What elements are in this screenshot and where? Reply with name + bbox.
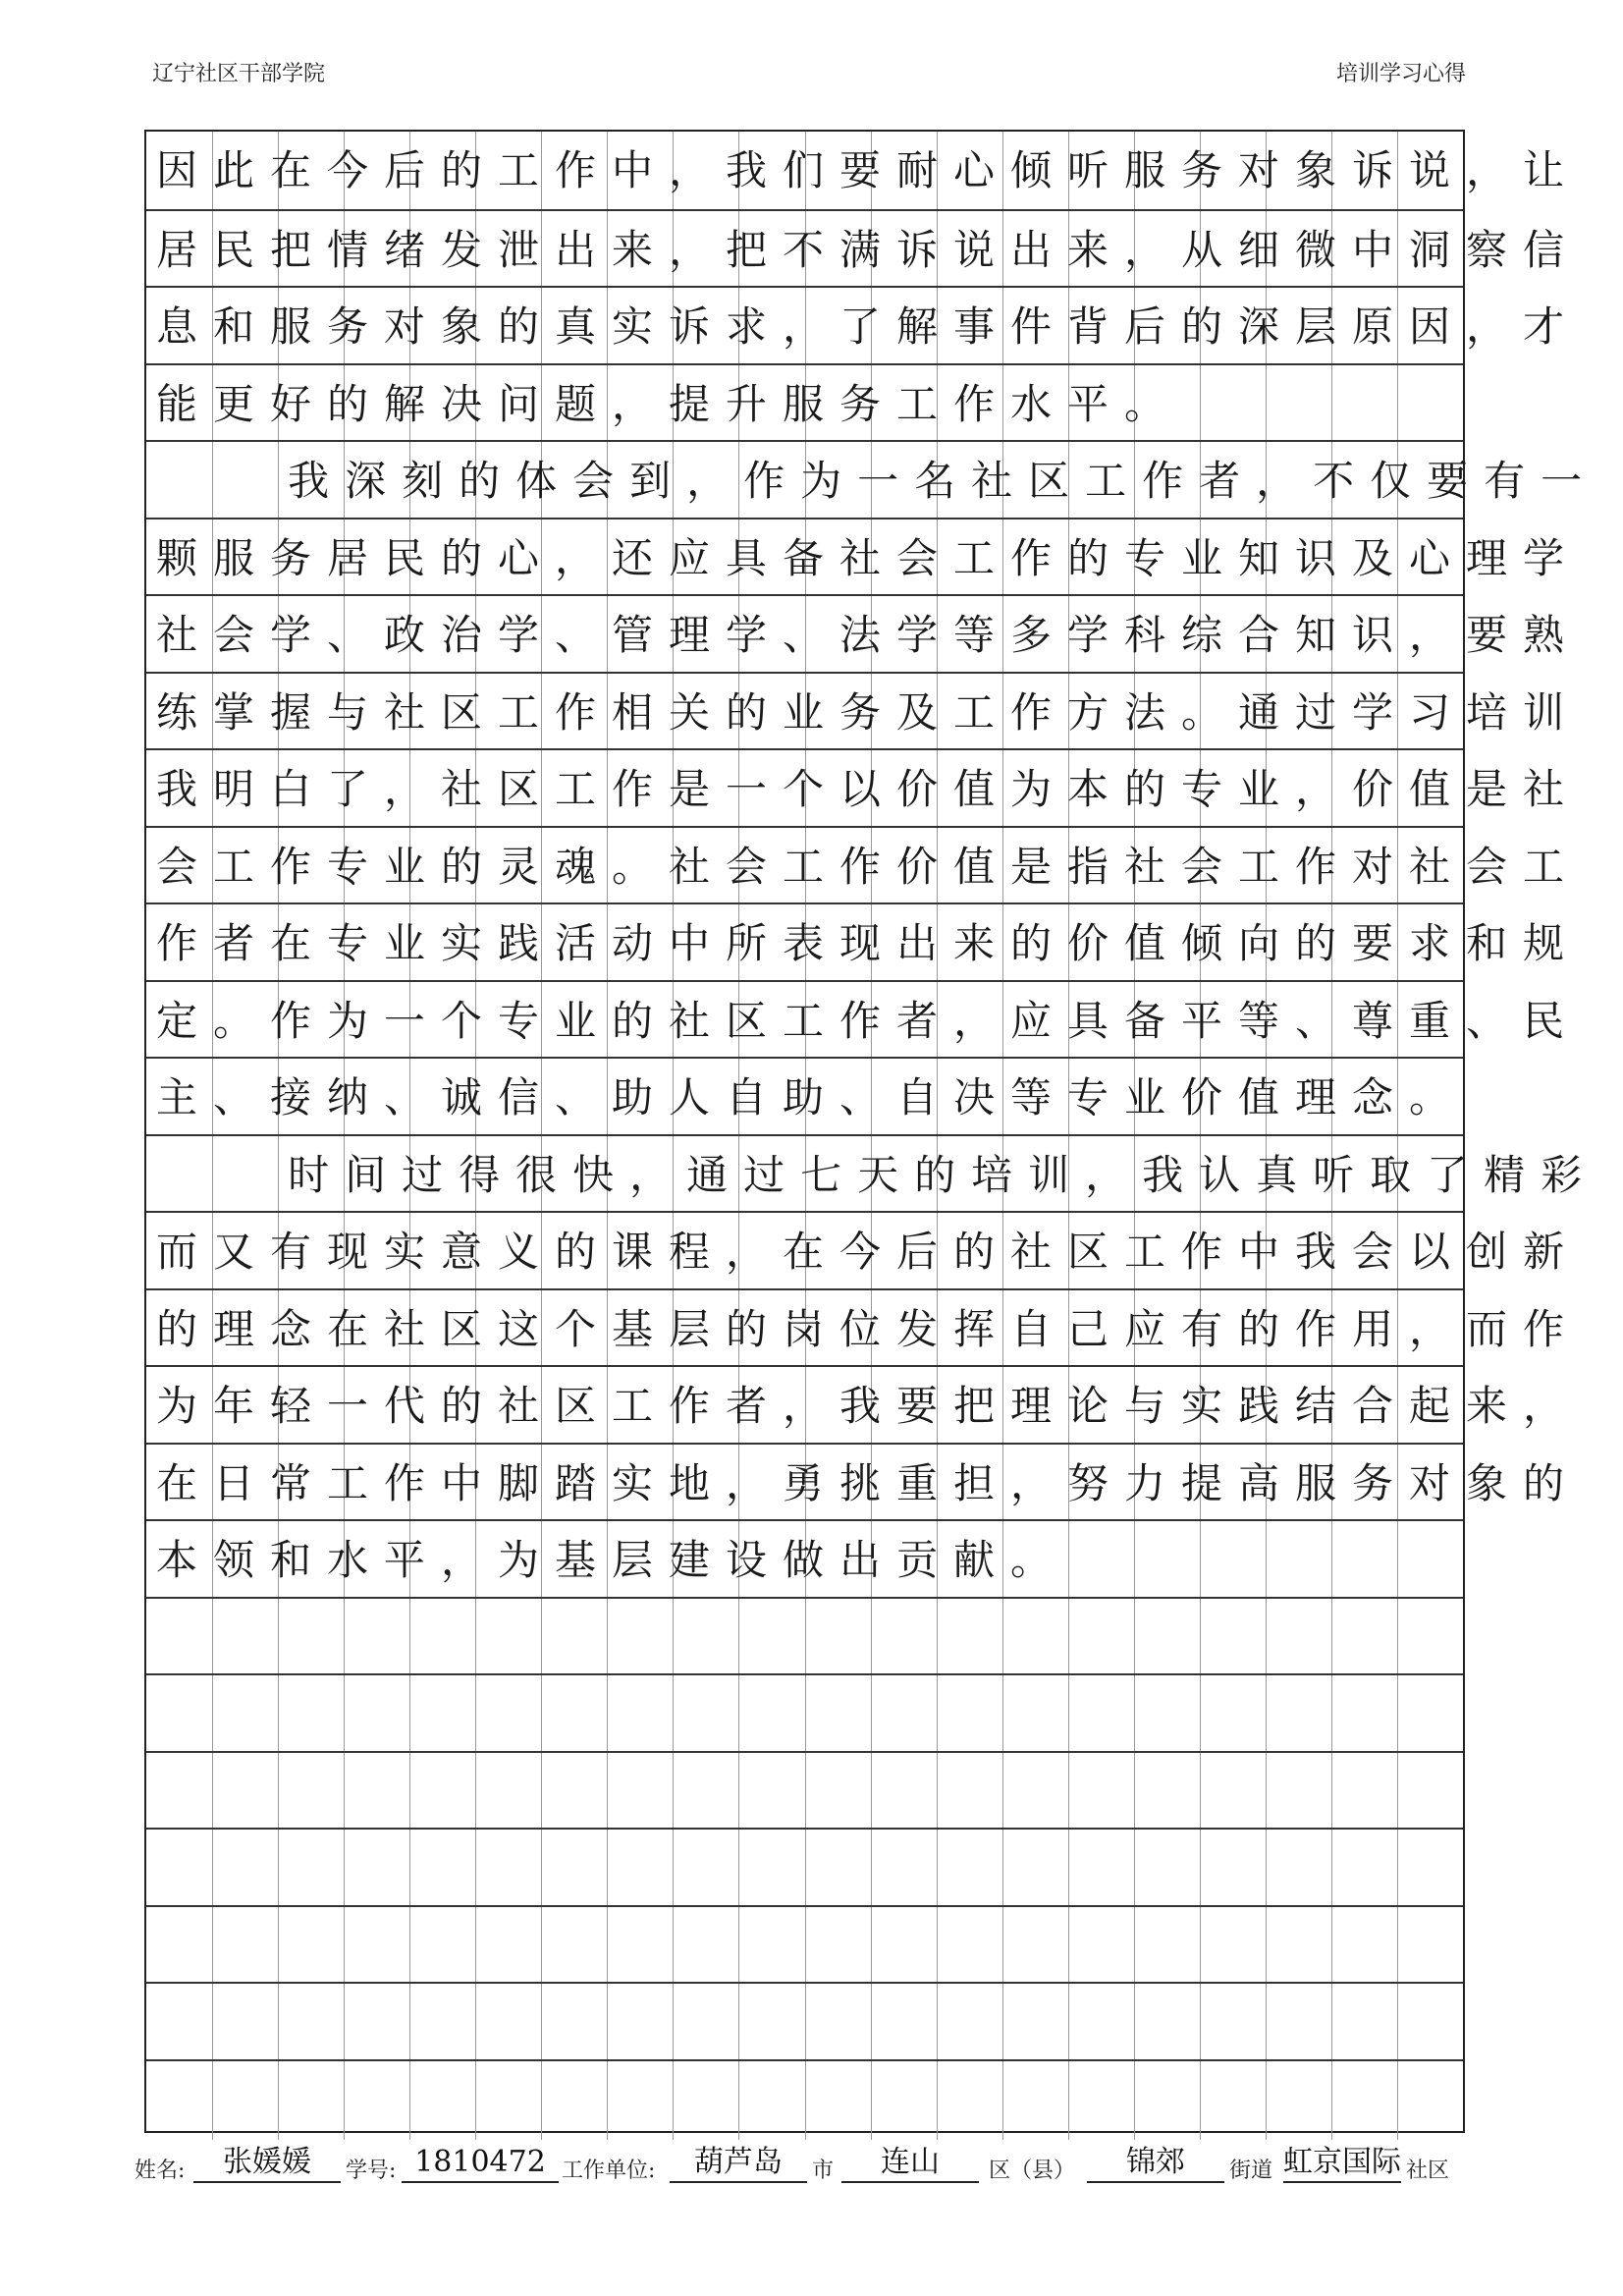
writing-grid-sheet — [144, 130, 1598, 2133]
grid-row — [146, 1288, 1581, 1369]
work-unit-label: 工作单位: — [562, 2159, 656, 2183]
city-label: 市 — [812, 2159, 835, 2183]
handwritten-line — [156, 1611, 1453, 1666]
student-id-label: 学号: — [346, 2159, 397, 2183]
header-institution: 辽宁社区干部学院 — [152, 62, 326, 86]
handwritten-line: 练掌握与社区工作相关的业务及工作方法。通过学习培训 — [156, 687, 1581, 737]
name-label: 姓名: — [135, 2159, 186, 2183]
handwritten-line: 居民把情绪发泄出来，把不满诉说出来，从细微中洞察信 — [156, 225, 1581, 274]
district-label: 区（县） — [989, 2159, 1076, 2183]
grid-row — [146, 1982, 1463, 2062]
handwritten-line: 我明白了，社区工作是一个以价值为本的专业，价值是社 — [156, 765, 1581, 813]
handwritten-line: 主、接纳、诚信、助人自助、自决等专业价值理念。 — [156, 1073, 1467, 1121]
handwritten-line: 在日常工作中脚踏实地，勇挑重担，努力提高服务对象的 — [156, 1458, 1581, 1507]
name-value: 张媛媛 — [193, 2144, 341, 2183]
handwritten-line: 社会学、政治学、管理学、法学等多学科综合知识，要熟 — [156, 611, 1581, 659]
district-value: 连山 — [841, 2144, 979, 2183]
grid-row — [146, 1751, 1463, 1831]
street-label: 街道 — [1229, 2159, 1273, 2183]
grid-row — [146, 132, 1581, 210]
grid-row — [146, 2059, 1463, 2140]
handwritten-line — [156, 1765, 1453, 1820]
grid-row — [146, 1365, 1581, 1446]
handwritten-line: 因此在今后的工作中，我们要耐心倾听服务对象诉说，让 — [156, 146, 1581, 194]
handwritten-line — [156, 1687, 1453, 1742]
city-value: 葫芦岛 — [670, 2144, 807, 2183]
grid-row — [146, 902, 1581, 983]
handwritten-line: 的理念在社区这个基层的岗位发挥自己应有的作用，而作 — [156, 1304, 1581, 1353]
grid-row — [146, 748, 1581, 829]
handwritten-line — [156, 1841, 1453, 1896]
grid-row — [146, 1905, 1463, 1986]
grid-cell-divider — [212, 442, 278, 520]
handwritten-line: 本领和水平，为基层建设做出贡献。 — [156, 1536, 1068, 1584]
grid-row — [146, 518, 1581, 598]
grid-row — [146, 209, 1581, 290]
handwritten-line — [156, 1919, 1453, 1974]
footer-info — [135, 2144, 1465, 2193]
handwritten-line: 作者在专业实践活动中所表现出来的价值倾向的要求和规 — [156, 919, 1581, 967]
handwritten-line: 定。作为一个专业的社区工作者，应具备平等、尊重、民 — [156, 996, 1581, 1045]
handwritten-line — [156, 1995, 1453, 2050]
grid-row — [146, 1211, 1581, 1291]
handwritten-line: 会工作专业的灵魂。社会工作价值是指社会工作对社会工 — [156, 842, 1581, 891]
grid-row — [146, 1597, 1463, 1677]
grid-row — [146, 672, 1581, 752]
student-id-value: 1810472 — [402, 2144, 559, 2183]
grid-row — [146, 826, 1581, 906]
street-value: 锦郊 — [1087, 2144, 1224, 2183]
grid-row — [146, 440, 1598, 520]
grid-row — [146, 363, 1463, 444]
handwritten-line: 为年轻一代的社区工作者，我要把理论与实践结合起来， — [156, 1382, 1581, 1430]
header-document-type: 培训学习心得 — [1335, 62, 1466, 86]
grid-row — [146, 594, 1581, 675]
handwritten-line: 颗服务居民的心，还应具备社会工作的专业知识及心理学 — [156, 533, 1581, 582]
handwritten-line — [156, 2073, 1453, 2128]
community-label: 社区 — [1406, 2159, 1450, 2183]
grid-row — [146, 980, 1581, 1061]
page-header — [152, 57, 1466, 96]
handwritten-line: 息和服务对象的真实诉求，了解事件背后的深层原因，才 — [156, 302, 1581, 351]
grid-row — [146, 1673, 1463, 1754]
grid-cell-divider — [212, 1136, 278, 1215]
handwritten-line: 我深刻的体会到，作为一名社区工作者，不仅要有一 — [288, 457, 1598, 505]
grid-row — [146, 1057, 1467, 1137]
grid-row — [146, 1828, 1463, 1908]
grid-row — [146, 1443, 1581, 1523]
handwritten-line: 能更好的解决问题，提升服务工作水平。 — [156, 379, 1182, 428]
handwritten-line: 时间过得很快，通过七天的培训，我认真听取了精彩 — [288, 1150, 1598, 1199]
handwritten-line: 而又有现实意义的课程，在今后的社区工作中我会以创新 — [156, 1228, 1581, 1276]
grid-row — [146, 1519, 1463, 1600]
community-value: 虹京国际 — [1283, 2144, 1401, 2183]
grid-row — [146, 1134, 1598, 1215]
grid-row — [146, 286, 1581, 366]
